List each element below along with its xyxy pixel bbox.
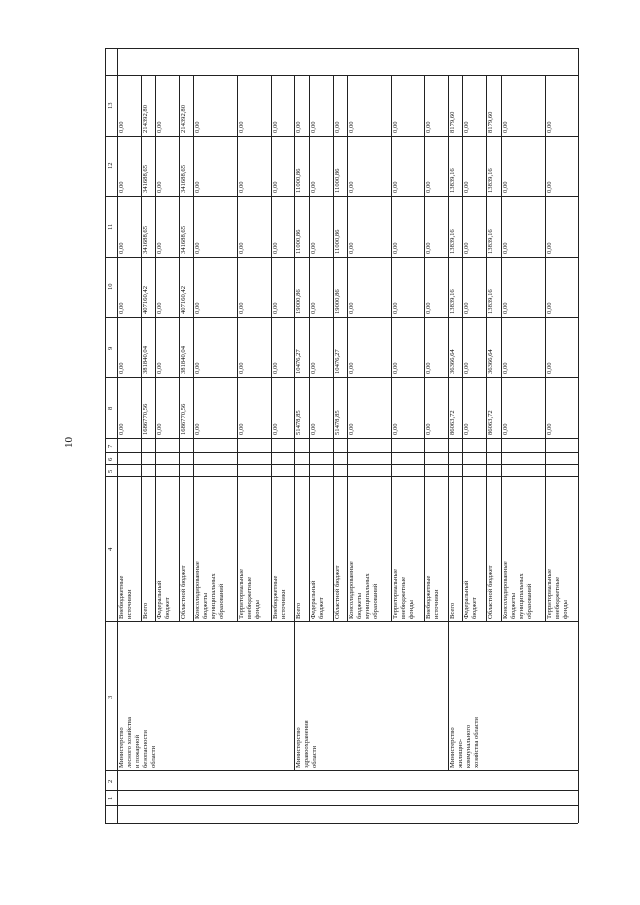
row-label: муниципальных	[363, 573, 371, 619]
row-label: источники	[279, 589, 287, 619]
value-cell: 0,00	[118, 181, 125, 193]
value-cell: 0,00	[501, 362, 509, 374]
value-cell: 0,00	[501, 121, 509, 133]
row-label: Федеральный	[463, 580, 471, 619]
value-cell: 0,00	[425, 302, 433, 314]
value-cell: 0,00	[156, 181, 164, 193]
value-cell: 0,00	[545, 302, 553, 314]
table-rule	[105, 805, 578, 806]
value-cell: 0,00	[118, 121, 125, 133]
value-cell: 13839,16	[487, 289, 495, 314]
column-number: 11	[107, 223, 114, 230]
value-cell: 36366,64	[449, 349, 457, 374]
table-rule	[105, 464, 578, 465]
row-label: образований	[525, 583, 533, 619]
row-label: образований	[371, 583, 379, 619]
value-cell: 10476,27	[333, 349, 341, 374]
value-cell: 0,00	[194, 362, 202, 374]
column-number: 6	[107, 457, 114, 461]
value-cell: 19000,86	[333, 289, 341, 314]
value-cell: 0,00	[118, 362, 125, 374]
table-rule	[105, 196, 578, 197]
row-label: источники	[433, 589, 441, 619]
value-cell: 407160,42	[179, 285, 187, 314]
value-cell: 0,00	[347, 423, 355, 435]
value-cell: 36366,64	[487, 349, 495, 374]
value-cell: 214392,80	[141, 104, 149, 133]
value-cell: 0,00	[463, 121, 471, 133]
row-label: Всего	[449, 602, 457, 619]
row-label: Внебюджетные	[118, 575, 125, 619]
value-cell: 0,00	[463, 242, 471, 254]
table-rule	[333, 75, 334, 621]
value-cell: 86063,72	[449, 410, 457, 435]
org-name: лесного хозяйства	[126, 717, 133, 768]
value-cell: 0,00	[118, 302, 125, 314]
org-name: здравоохранения	[303, 720, 311, 768]
row-label: бюджет	[317, 597, 325, 619]
value-cell: 341688,65	[179, 164, 187, 193]
table-rule	[578, 75, 579, 621]
org-name: области	[150, 745, 157, 768]
column-number: 8	[107, 406, 114, 410]
table-rule	[347, 75, 348, 621]
value-cell: 0,00	[238, 121, 246, 133]
value-cell: 341688,65	[141, 225, 149, 254]
column-number: 2	[107, 779, 114, 783]
value-cell: 0,00	[347, 362, 355, 374]
table-rule	[578, 621, 579, 770]
value-cell: 0,00	[194, 121, 202, 133]
value-cell: 0,00	[238, 242, 246, 254]
value-cell: 0,00	[391, 121, 399, 133]
column-number: 7	[107, 444, 114, 448]
value-cell: 13839,16	[487, 168, 495, 193]
row-label: Всего	[141, 602, 149, 619]
value-cell: 0,00	[391, 242, 399, 254]
value-cell: 0,00	[194, 302, 202, 314]
value-cell: 8179,60	[487, 111, 495, 133]
value-cell: 381840,04	[141, 345, 149, 374]
org-name: безопасности	[142, 730, 149, 768]
value-cell: 10476,27	[295, 349, 303, 374]
value-cell: 0,00	[347, 302, 355, 314]
value-cell: 0,00	[545, 362, 553, 374]
value-cell: 0,00	[501, 423, 509, 435]
value-cell: 1686770,56	[179, 403, 187, 435]
value-cell: 0,00	[156, 242, 164, 254]
value-cell: 0,00	[391, 302, 399, 314]
value-cell: 341688,65	[179, 225, 187, 254]
value-cell: 13839,16	[449, 289, 457, 314]
value-cell: 11000,86	[295, 229, 303, 254]
row-label: бюджеты	[509, 592, 517, 619]
value-cell: 0,00	[545, 121, 553, 133]
value-cell: 0,00	[194, 181, 202, 193]
table-rule	[105, 452, 578, 453]
row-label: Консолидированные	[194, 561, 202, 619]
table-rule	[105, 136, 578, 137]
row-label: Федеральный	[309, 580, 317, 619]
row-label: Всего	[295, 602, 303, 619]
table-rule	[486, 75, 487, 621]
value-cell: 0,00	[156, 302, 164, 314]
table-rule	[105, 48, 578, 49]
table-rule	[105, 790, 578, 791]
value-cell: 1686770,56	[141, 403, 149, 435]
value-cell: 51478,85	[295, 410, 303, 435]
table-rule	[105, 621, 578, 622]
table-rule	[105, 377, 578, 378]
value-cell: 0,00	[309, 302, 317, 314]
table-rule	[424, 75, 425, 621]
row-label: внебюджетные	[399, 576, 407, 619]
value-cell: 0,00	[463, 181, 471, 193]
table-rule	[105, 438, 578, 439]
value-cell: 0,00	[156, 362, 164, 374]
org-name: Министерство	[295, 727, 303, 768]
value-cell: 0,00	[238, 362, 246, 374]
column-number: 1	[107, 796, 114, 800]
page-number: 10	[63, 437, 75, 448]
table-rule	[105, 770, 578, 771]
org-name: коммунального	[465, 724, 473, 768]
row-label: фонды	[254, 600, 262, 619]
value-cell: 0,00	[425, 362, 433, 374]
column-number: 10	[107, 283, 114, 290]
value-cell: 0,00	[309, 181, 317, 193]
value-cell: 19000,86	[295, 289, 303, 314]
row-label: фонды	[407, 600, 415, 619]
row-label: фонды	[561, 600, 569, 619]
row-label: бюджет	[471, 597, 479, 619]
value-cell: 0,00	[333, 121, 341, 133]
row-label: внебюджетные	[246, 576, 254, 619]
value-cell: 0,00	[271, 121, 279, 133]
row-label: Консолидированные	[347, 561, 355, 619]
row-label: Территориальные	[391, 569, 399, 619]
org-name: Министерство	[118, 727, 125, 768]
row-label: Территориальные	[238, 569, 246, 619]
column-number: 3	[107, 695, 114, 699]
row-label: Областной бюджет	[333, 565, 341, 619]
value-cell: 0,00	[545, 181, 553, 193]
org-name: Министерство	[449, 727, 457, 768]
table-rule	[105, 257, 578, 258]
value-cell: 214392,80	[179, 104, 187, 133]
value-cell: 11000,86	[295, 168, 303, 193]
row-label: источники	[126, 589, 133, 619]
value-cell: 0,00	[238, 423, 246, 435]
value-cell: 0,00	[156, 121, 164, 133]
row-label: бюджеты	[202, 592, 210, 619]
table-rule	[462, 75, 463, 621]
org-name: жилищно-	[457, 738, 465, 768]
value-cell: 0,00	[309, 362, 317, 374]
value-cell: 341688,65	[141, 164, 149, 193]
table-rule	[309, 75, 310, 621]
column-number: 4	[107, 547, 114, 551]
value-cell: 0,00	[309, 242, 317, 254]
value-cell: 0,00	[501, 242, 509, 254]
value-cell: 0,00	[118, 242, 125, 254]
value-cell: 13839,16	[449, 229, 457, 254]
column-number: 9	[107, 346, 114, 350]
table-rule	[117, 48, 118, 823]
column-number: 5	[107, 469, 114, 473]
row-label: Территориальные	[545, 569, 553, 619]
value-cell: 0,00	[238, 302, 246, 314]
value-cell: 0,00	[271, 242, 279, 254]
value-cell: 0,00	[391, 362, 399, 374]
table-rule	[155, 75, 156, 621]
value-cell: 0,00	[271, 362, 279, 374]
org-name: области	[311, 745, 319, 768]
value-cell: 0,00	[425, 242, 433, 254]
org-name: хозяйства области	[473, 717, 481, 768]
value-cell: 0,00	[425, 121, 433, 133]
value-cell: 86063,72	[487, 410, 495, 435]
table-rule	[105, 75, 578, 76]
table-rule	[193, 75, 194, 621]
table-rule	[391, 75, 392, 621]
column-number: 13	[107, 102, 114, 109]
value-cell: 0,00	[391, 423, 399, 435]
table-rule	[294, 75, 295, 621]
value-cell: 13839,16	[487, 229, 495, 254]
value-cell: 51478,85	[333, 410, 341, 435]
row-label: Внебюджетные	[271, 575, 279, 619]
value-cell: 0,00	[194, 423, 202, 435]
row-label: Консолидированные	[501, 561, 509, 619]
value-cell: 0,00	[545, 242, 553, 254]
value-cell: 0,00	[271, 302, 279, 314]
value-cell: 0,00	[194, 242, 202, 254]
table-rule	[105, 317, 578, 318]
value-cell: 0,00	[271, 423, 279, 435]
value-cell: 0,00	[347, 181, 355, 193]
value-cell: 0,00	[347, 242, 355, 254]
value-cell: 0,00	[156, 423, 164, 435]
table-rule	[545, 75, 546, 621]
value-cell: 0,00	[463, 302, 471, 314]
value-cell: 0,00	[391, 181, 399, 193]
value-cell: 0,00	[425, 423, 433, 435]
row-label: бюджеты	[355, 592, 363, 619]
value-cell: 11000,86	[333, 168, 341, 193]
row-label: муниципальных	[210, 573, 218, 619]
column-number: 12	[107, 162, 114, 169]
row-label: Областной бюджет	[487, 565, 495, 619]
value-cell: 0,00	[238, 181, 246, 193]
row-label: Федеральный	[156, 580, 164, 619]
value-cell: 11000,86	[333, 229, 341, 254]
row-label: Областной бюджет	[179, 565, 187, 619]
value-cell: 0,00	[463, 362, 471, 374]
table-rule	[105, 476, 578, 477]
value-cell: 0,00	[118, 423, 125, 435]
value-cell: 0,00	[309, 121, 317, 133]
value-cell: 13839,16	[449, 168, 457, 193]
value-cell: 0,00	[425, 181, 433, 193]
org-name: и пожарной	[134, 735, 141, 768]
value-cell: 0,00	[501, 181, 509, 193]
value-cell: 0,00	[463, 423, 471, 435]
row-label: Внебюджетные	[425, 575, 433, 619]
row-label: внебюджетные	[553, 576, 561, 619]
value-cell: 0,00	[501, 302, 509, 314]
row-label: образований	[218, 583, 226, 619]
value-cell: 0,00	[295, 121, 303, 133]
value-cell: 381840,04	[179, 345, 187, 374]
table-rule	[105, 48, 106, 823]
table-rule	[105, 823, 578, 824]
table-rule	[448, 75, 449, 621]
value-cell: 0,00	[347, 121, 355, 133]
row-label: муниципальных	[517, 573, 525, 619]
value-cell: 0,00	[309, 423, 317, 435]
table-rule	[501, 75, 502, 621]
value-cell: 0,00	[271, 181, 279, 193]
table-rule	[237, 75, 238, 621]
table-rule	[271, 75, 272, 621]
value-cell: 0,00	[545, 423, 553, 435]
value-cell: 407160,42	[141, 285, 149, 314]
value-cell: 8179,60	[449, 111, 457, 133]
row-label: бюджет	[164, 597, 172, 619]
